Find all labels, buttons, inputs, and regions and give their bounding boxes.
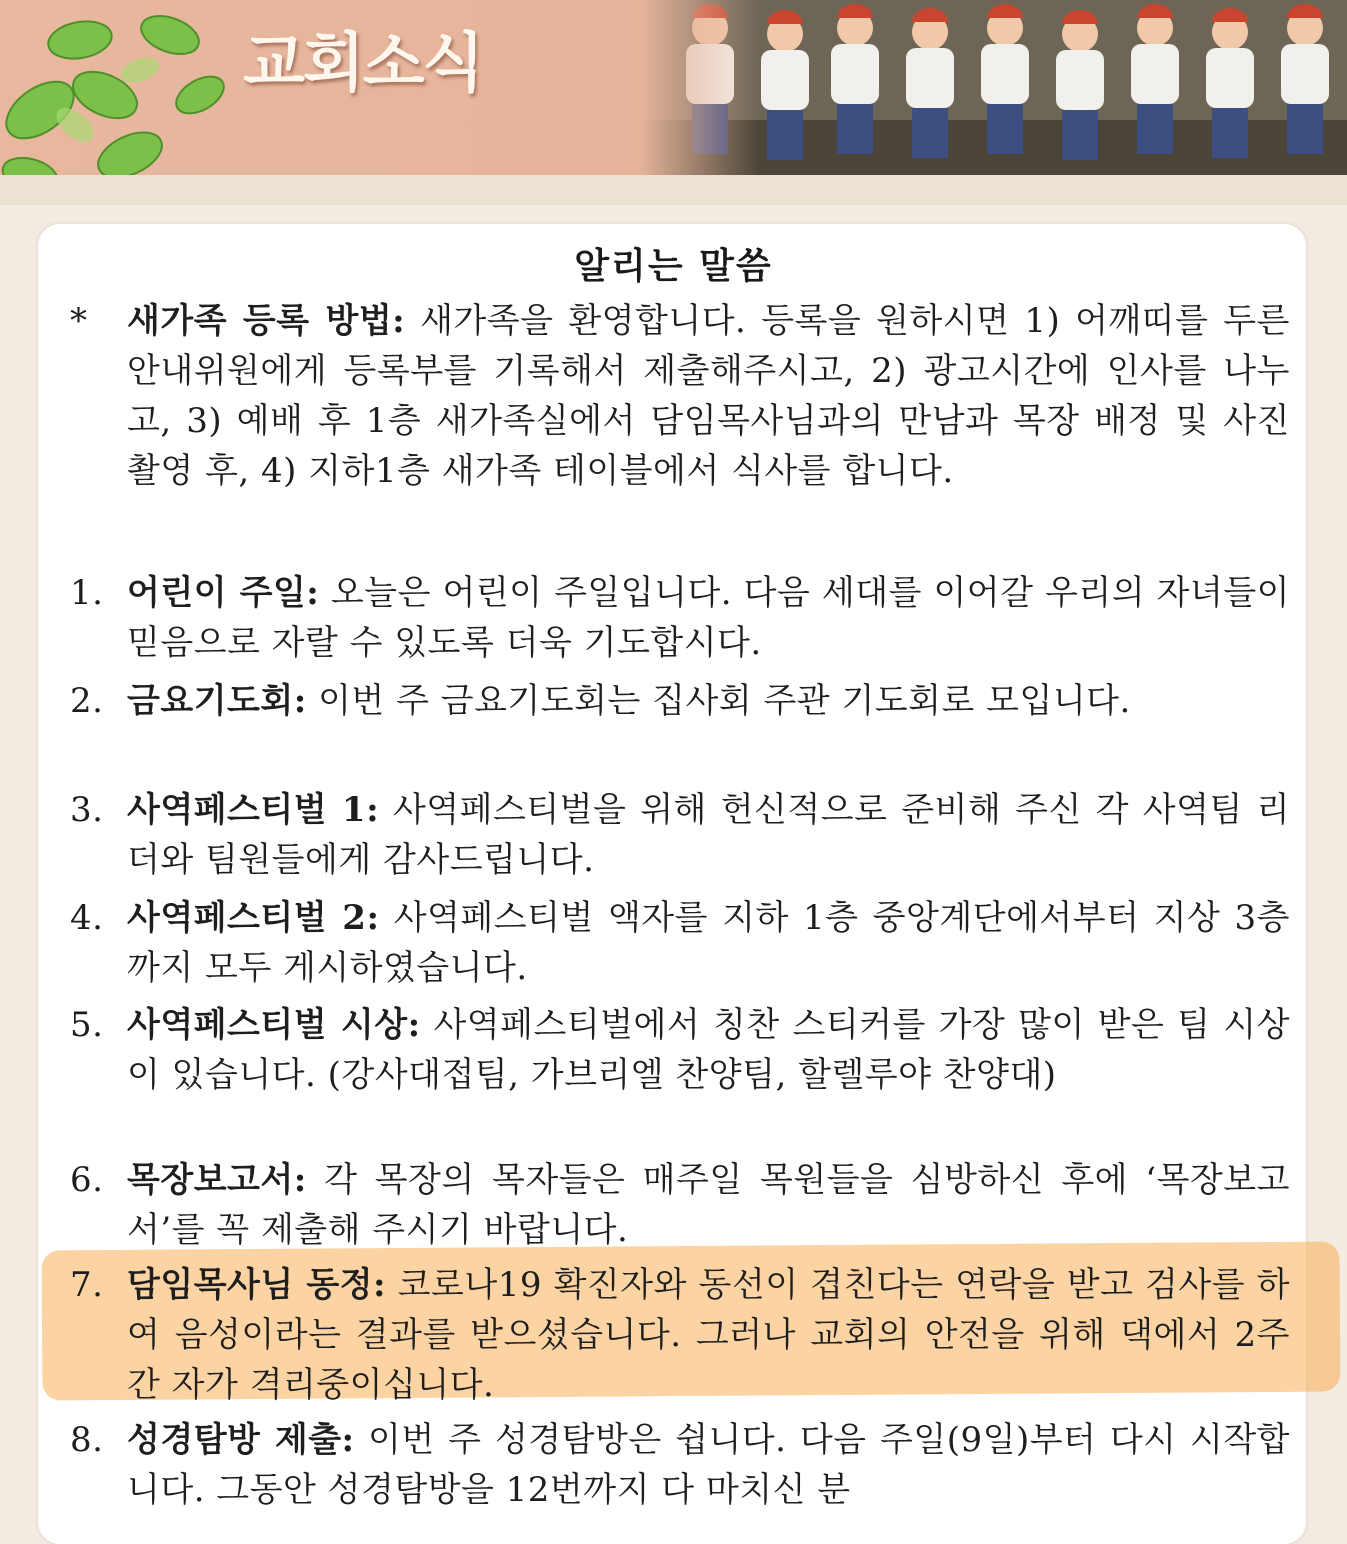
notice-item-2 bbox=[70, 676, 1290, 726]
item-head: 금요기도회: bbox=[127, 681, 307, 721]
notice-item-1 bbox=[70, 568, 1290, 668]
item-text bbox=[127, 893, 1290, 993]
item-number: 1. bbox=[70, 573, 104, 613]
header-divider bbox=[0, 175, 1347, 205]
item-text bbox=[127, 296, 1290, 496]
item-head: 사역페스티벌 시상: bbox=[127, 1005, 421, 1045]
item-number: 4. bbox=[70, 898, 104, 938]
item-body: 이번 주 금요기도회는 집사회 주관 기도회로 모입니다. bbox=[306, 681, 1131, 721]
item-head: 어린이 주일: bbox=[127, 573, 320, 613]
item-number: 7. bbox=[70, 1265, 104, 1305]
item-number: 3. bbox=[70, 790, 104, 830]
item-number: 8. bbox=[70, 1420, 104, 1460]
item-head: 사역페스티벌 1: bbox=[127, 790, 380, 830]
new-family-notice bbox=[70, 296, 1290, 496]
item-body: 사역페스티벌을 위해 헌신적으로 준비해 주신 각 사역팀 리더와 팀원들에게 감사드립니다. bbox=[127, 790, 1291, 880]
item-marker: * bbox=[70, 301, 88, 341]
item-number: 2. bbox=[70, 681, 104, 721]
item-text bbox=[127, 568, 1290, 668]
item-text bbox=[127, 1155, 1290, 1255]
notice-item-8 bbox=[70, 1415, 1290, 1515]
item-text bbox=[127, 1415, 1290, 1515]
header-banner bbox=[0, 0, 1347, 175]
item-head: 담임목사님 동정: bbox=[127, 1265, 387, 1305]
item-head: 성경탐방 제출: bbox=[127, 1420, 355, 1460]
item-body: 이번 주 성경탐방은 쉽니다. 다음 주일(9일)부터 다시 시작합니다. 그동안 성경탐방을 12번까지 다 마치신 분 bbox=[127, 1420, 1291, 1510]
notice-item-6 bbox=[70, 1155, 1290, 1255]
item-number: 5. bbox=[70, 1005, 104, 1045]
item-text bbox=[127, 676, 1290, 726]
children-choir-photo bbox=[640, 0, 1347, 175]
item-head: 사역페스티벌 2: bbox=[127, 898, 380, 938]
item-body: 오늘은 어린이 주일입니다. 다음 세대를 이어갈 우리의 자녀들이 믿음으로 자랄 수 있도록 더욱 기도합시다. bbox=[127, 573, 1291, 663]
item-head: 목장보고서: bbox=[127, 1160, 307, 1200]
item-body: 코로나19 확진자와 동선이 겹친다는 연락을 받고 검사를 하여 음성이라는 결과를 받으셨습니다. 그러나 교회의 안전을 위해 댁에서 2주간 자가 격리중이십니다. bbox=[127, 1265, 1291, 1405]
item-head: 새가족 등록 방법: bbox=[127, 301, 406, 341]
item-text bbox=[127, 785, 1290, 885]
header-title: 교회소식 bbox=[243, 27, 483, 101]
notice-item-7 bbox=[70, 1260, 1290, 1410]
notice-item-3 bbox=[70, 785, 1290, 885]
item-body: 사역페스티벌에서 칭찬 스티커를 가장 많이 받은 팀 시상이 있습니다. (강사대접팀, 가브리엘 찬양팀, 할렐루야 찬양대) bbox=[127, 1005, 1290, 1095]
leaves-decoration bbox=[0, 0, 260, 175]
notice-item-4 bbox=[70, 893, 1290, 993]
item-body: 새가족을 환영합니다. 등록을 원하시면 1) 어깨띠를 두른 안내위원에게 등록부를 기록해서 제출해주시고, 2) 광고시간에 인사를 나누고, 3) 예배 후 1층 새가족실에서 담임목사님과의 만남과 목장 배정 및 사진 촬영 후, 4) 지하1층 새가족 테이블에서 식사를 합니다. bbox=[127, 301, 1290, 491]
photo-fade bbox=[640, 0, 760, 175]
item-text bbox=[127, 1000, 1290, 1100]
notice-item-5 bbox=[70, 1000, 1290, 1100]
item-text bbox=[127, 1260, 1290, 1410]
notice-title: 알리는 말씀 bbox=[574, 246, 773, 287]
item-body: 사역페스티벌 액자를 지하 1층 중앙계단에서부터 지상 3층까지 모두 게시하였습니다. bbox=[127, 898, 1291, 988]
item-number: 6. bbox=[70, 1160, 104, 1200]
item-body: 각 목장의 목자들은 매주일 목원들을 심방하신 후에 ‘목장보고서’를 꼭 제출해 주시기 바랍니다. bbox=[127, 1160, 1290, 1250]
